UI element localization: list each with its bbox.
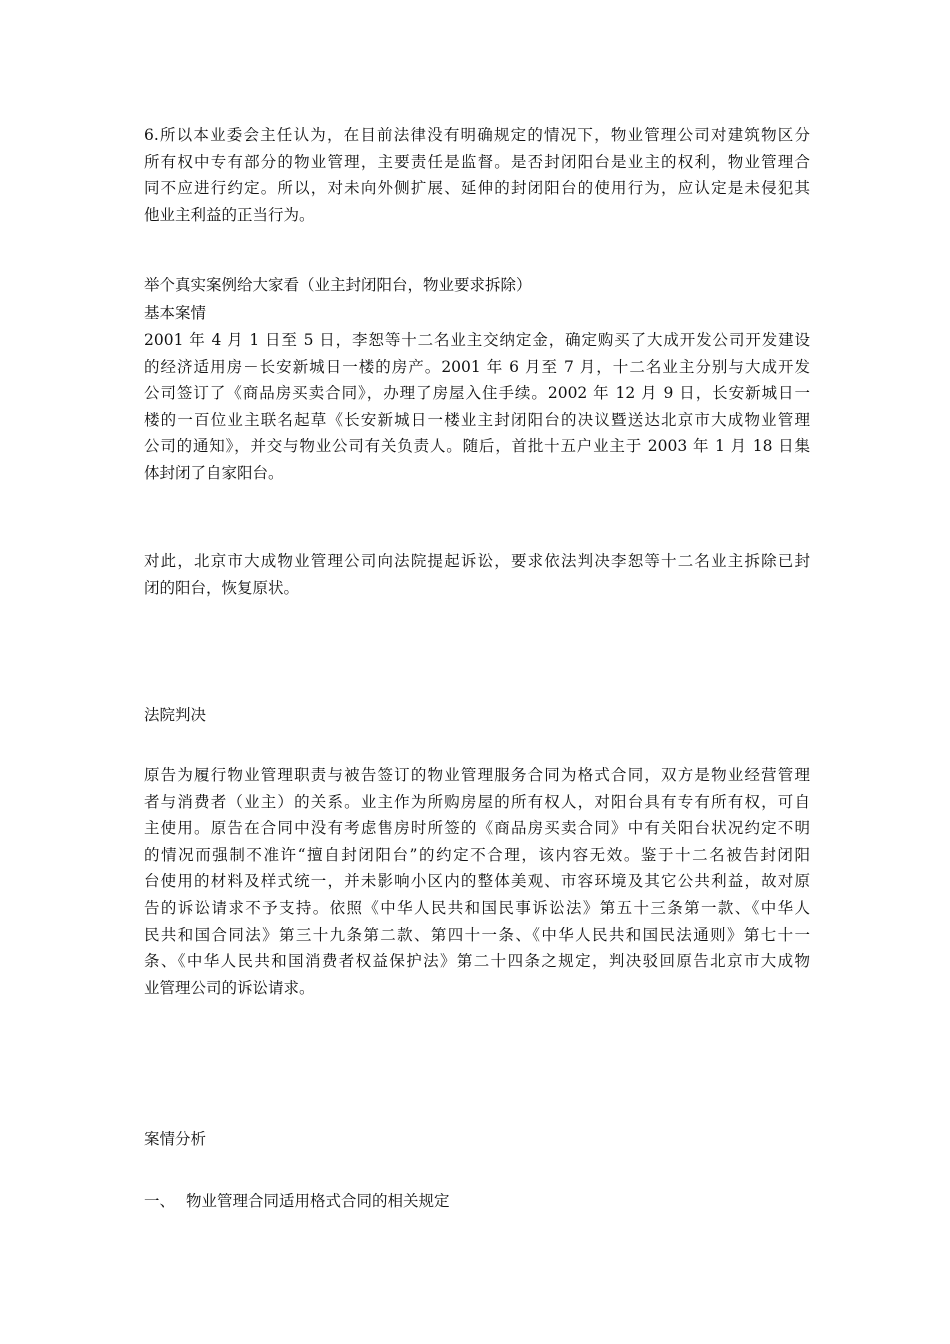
text-line: 他业主利益的正当行为。 bbox=[144, 205, 315, 224]
text-line: 闭的阳台，恢复原状。 bbox=[144, 578, 300, 597]
text-line: 的经济适用房－长安新城日一楼的房产。2001 年 6 月至 7 月，十二名业主分别与大成开发 bbox=[144, 357, 810, 376]
text-line: 2001 年 4 月 1 日至 5 日，李恕等十二名业主交纳定金，确定购买了大成开发公司开发建设 bbox=[144, 331, 810, 349]
text-line: 公司的通知》，并交与物业公司有关负责人。随后，首批十五户业主于 2003 年 1 月 18 日集 bbox=[144, 437, 810, 456]
text-line: 原告为履行物业管理职责与被告签订的物业管理服务合同为格式合同，双方是物业经营管理 bbox=[144, 766, 810, 784]
text-line: 主使用。原告在合同中没有考虑售房时所签的《商品房买卖合同》中有关阳台状况约定不明 bbox=[144, 819, 810, 838]
text-line: 6.所以本业委会主任认为，在目前法律没有明确规定的情况下，物业管理公司对建筑物区分 bbox=[144, 126, 810, 144]
text-line: 者与消费者（业主）的关系。业主作为所购房屋的所有权人，对阳台具有专有所有权，可自 bbox=[144, 792, 810, 811]
text-line: 对此，北京市大成物业管理公司向法院提起诉讼，要求依法判决李恕等十二名业主拆除已封 bbox=[144, 552, 810, 570]
text-line: 公司签订了《商品房买卖合同》，办理了房屋入住手续。2002 年 12 月 9 日，长安新城日一 bbox=[144, 384, 810, 403]
text-line: 的情况而强制不准许“擅自封闭阳台”的约定不合理，该内容无效。鉴于十二名被告封闭阳 bbox=[144, 845, 810, 864]
text-line: 民共和国合同法》第三十九条第二款、第四十一条、《中华人民共和国民法通则》第七十一 bbox=[144, 925, 810, 944]
text-line: 条、《中华人民共和国消费者权益保护法》第二十四条之规定，判决驳回原告北京市大成物 bbox=[144, 952, 810, 971]
case-facts-heading: 基本案情 bbox=[144, 304, 207, 322]
list-item bbox=[144, 1188, 450, 1214]
example-intro: 举个真实案例给大家看（业主封闭阳台，物业要求拆除） bbox=[144, 276, 532, 294]
list-number: 一、 bbox=[144, 1192, 176, 1210]
text-line: 告的诉讼请求不予支持。依照《中华人民共和国民事诉讼法》第五十三条第一款、《中华人 bbox=[144, 898, 810, 917]
text-line: 同不应进行约定。所以，对未向外侧扩展、延伸的封闭阳台的使用行为，应认定是未侵犯其 bbox=[144, 179, 810, 198]
analysis-heading: 案情分析 bbox=[144, 1130, 207, 1148]
text-line: 台使用的材料及样式统一，并未影响小区内的整体美观、市容环境及其它公共利益，故对原 bbox=[144, 872, 810, 891]
list-item-text: 物业管理合同适用格式合同的相关规定 bbox=[186, 1192, 450, 1210]
text-line: 所有权中专有部分的物业管理，主要责任是监督。是否封闭阳台是业主的权利，物业管理合 bbox=[144, 152, 810, 171]
text-line: 楼的一百位业主联名起草《长安新城日一楼业主封闭阳台的决议暨送达北京市大成物业管理 bbox=[144, 410, 810, 429]
text-line: 业管理公司的诉讼请求。 bbox=[144, 978, 315, 997]
text-line: 体封闭了自家阳台。 bbox=[144, 463, 284, 482]
judgment-heading: 法院判决 bbox=[144, 706, 207, 724]
paragraph-judgment bbox=[144, 762, 810, 1001]
paragraph-case-facts bbox=[144, 327, 810, 487]
paragraph-lawsuit bbox=[144, 548, 810, 601]
paragraph-owners-committee-opinion bbox=[144, 122, 810, 228]
